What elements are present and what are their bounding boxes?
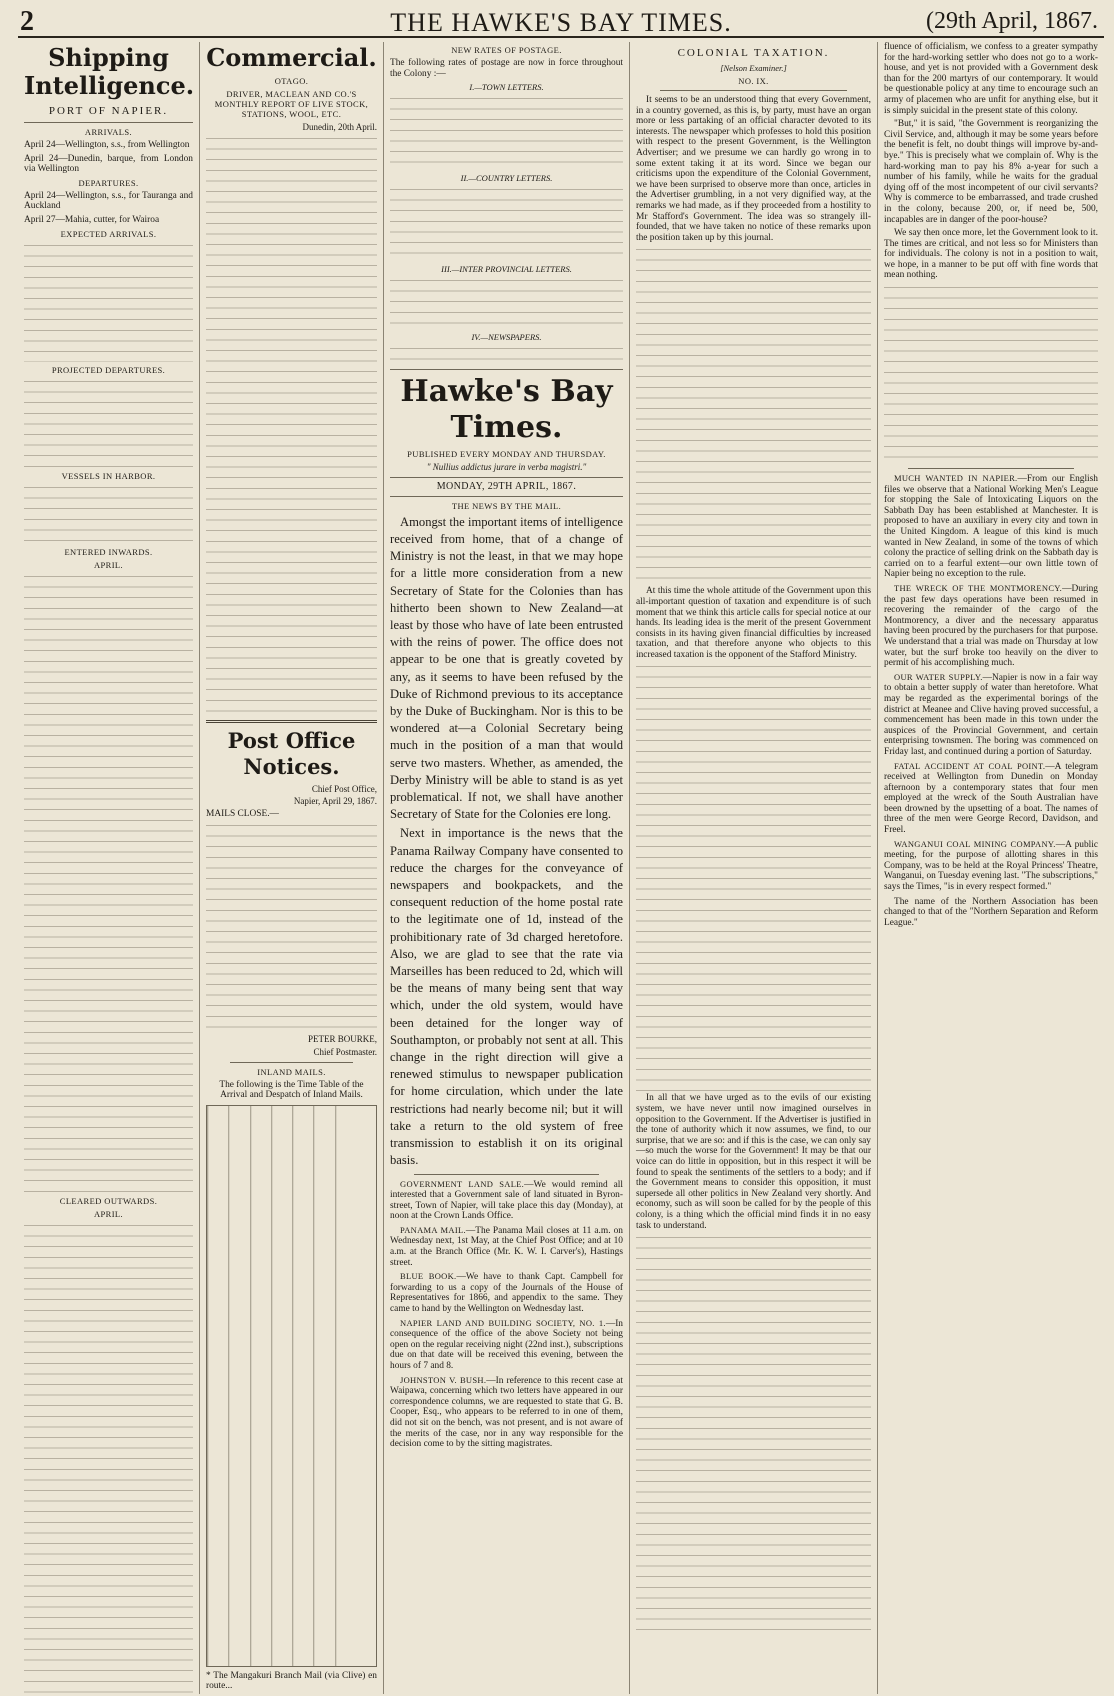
text-block	[24, 484, 193, 544]
vessels-heading: VESSELS IN HARBOR.	[61, 470, 156, 481]
postmaster-title: Chief Postmaster.	[313, 1046, 377, 1057]
newspapers-heading: IV.—NEWSPAPERS.	[471, 332, 542, 343]
news-heading: THE NEWS BY THE MAIL.	[451, 500, 562, 511]
taxation-paragraph: In all that we have urged as to the evils of our existing system, we have never until now imagined ourselves in opposition to the Government. If the Advertiser is justified in the tone of authority which it now assumes, we find, to our surprise, that we are so: and if this is the case, we can only say—so much the worse for the Government! It may be that our voice can do little in opposition, but in this respect it will be found to speak the sentiments of the settlers to a body; and if the Government means to consider this opposition, it must supersede all other politics in New Zealand very shortly. And economy, such as will soon be called for by the people of this colony, is a thing which the official mind finds it in no easy task to understand.	[636, 1093, 871, 1231]
columns	[18, 42, 1104, 1694]
postage-rates-heading: NEW RATES OF POSTAGE.	[451, 45, 562, 55]
text-block	[390, 345, 623, 365]
mails-close-label: MAILS CLOSE.—	[206, 808, 279, 819]
taxation-source: [Nelson Examiner.]	[720, 63, 787, 73]
publication-schedule: PUBLISHED EVERY MONDAY AND THURSDAY.	[407, 449, 606, 460]
taxation-continued: fluence of officialism, we confess to a greater sympathy for the hard-working settler who does not go to a work-house, and yet is not provided with a Government desk than for the 200 martyrs of our contemporary. It would be questionable policy at any time to encourage such an army of placemen who are unfit for anything else, but it is simply suicidal in the present state of this colony.	[884, 42, 1098, 116]
local-news-item: The name of the Northern Association has been changed to that of the "Northern Separation and Reform League."	[884, 896, 1098, 928]
local-news-item: FATAL ACCIDENT AT COAL POINT.—A telegram received at Wellington from Dunedin on Monday afternoon by a contemporary states that four men employed at the wreck of the South Australian have been drowned by the upsetting of a boat. The names of three of the men were George Record, Davidson, and Freel.	[884, 760, 1098, 836]
text-block	[24, 573, 193, 1193]
taxation-paragraph: At this time the whole attitude of the Government upon this all-important question of taxation and expenditure is of such moment that we think this article calls for special notice at our hands. Its leading idea is the merit of the present Government consists in its having given financial difficulties by increased taxation, and that therefore anyone who objects to this increased taxation is the opponent of the Stafford Ministry.	[636, 586, 871, 660]
local-news-item: THE WRECK OF THE MONTMORENCY.—During the past few days operations have been resumed in recovering the remainder of the cargo of the Montmorency, a diver and the necessary apparatus having been procured by the purchasers for that purpose. We understand that a trial was made on Thursday at low water, but the surf broke too heavily on the diver to permit of his accomplishing much.	[884, 583, 1098, 669]
newspaper-title: THE HAWKE'S BAY TIMES.	[390, 8, 732, 37]
interprovincial-heading: III.—INTER PROVINCIAL LETTERS.	[441, 264, 572, 275]
departure-item: April 24—Wellington, s.s., for Tauranga and Auckland	[24, 190, 193, 212]
text-block	[636, 1234, 871, 1634]
departure-item: April 27—Mahia, cutter, for Wairoa	[24, 214, 160, 225]
divider	[390, 496, 623, 497]
postage-rates-intro: The following rates of postage are now in force throughout the Colony :—	[390, 58, 623, 79]
local-news-item: MUCH WANTED IN NAPIER.—From our English files we observe that a National Working Men's League for stopping the Sale of Intoxicating Liquors on the Sabbath Day has been established at Manchester. It is proposed to have an auxiliary in every city and town in the United Kingdom. A league of this kind is much wanted in New Zealand, in some of the towns of which colony the practice of selling drink on the Sabbath day is carried on to a fearful extent—our own little town of Napier being no exception to the rule.	[884, 473, 1098, 580]
text-block	[636, 246, 871, 586]
divider	[24, 122, 193, 123]
report-title: DRIVER, MACLEAN AND CO.'S MONTHLY REPORT OF LIVE STOCK, STATIONS, WOOL, ETC.	[214, 89, 369, 119]
postmaster-signature: PETER BOURKE,	[307, 1034, 377, 1045]
departures-heading: DEPARTURES.	[78, 177, 139, 188]
entered-heading: ENTERED INWARDS.	[64, 546, 153, 557]
place-heading: OTAGO.	[274, 76, 309, 86]
taxation-continued: We say then once more, let the Government look to it. The times are critical, and not less so for Ministers than for individuals. The colony is not in a position to wait, we hope, in a manner to be put off with fine words that mean nothing.	[884, 228, 1098, 281]
taxation-number: NO. IX.	[738, 76, 769, 86]
divider	[390, 369, 623, 370]
entered-month: APRIL.	[93, 559, 124, 570]
taxation-heading: COLONIAL TAXATION.	[677, 47, 830, 59]
local-news-item: OUR WATER SUPPLY.—Napier is now in a fair way to obtain a better supply of water than heretofore. What may be regarded as the experimental borings of the district at Meanee and Clive having proved successful, a commencement has been made in this town under the auspices of the Provincial Government, and certain enterprising townsmen. The boring was commenced on Friday last, and continued during a portion of Saturday.	[884, 671, 1098, 757]
port-heading: PORT OF NAPIER.	[48, 105, 169, 117]
text-block	[206, 822, 377, 1032]
cleared-month: APRIL.	[93, 1208, 124, 1219]
text-block	[24, 1222, 193, 1694]
inland-mails-heading: INLAND MAILS.	[257, 1066, 326, 1077]
post-office-heading: Post Office Notices.	[227, 727, 356, 779]
commercial-heading: Commercial.	[206, 43, 377, 72]
issue-date: (29th April, 1867.	[926, 8, 1098, 34]
divider	[230, 1062, 353, 1063]
taxation-continued: "But," it is said, "the Government is reorganizing the Civil Service, and, although it may be some years before the benefit is felt, no doubt things will improve by-and-bye." This is precisely what we complain of. Why is the hard-working man to pay his 8% a-year for such a number of his family, while he waits for the gradual dying off of the most incompetent of our civil servants? Why is commerce to be embarrassed, and trade crushed in the colony, because 200, or, if need be, 500, incapables are in danger of the poor-house?	[884, 119, 1098, 225]
news-item: PANAMA MAIL.—The Panama Mail closes at 11 a.m. on Wednesday next, 1st May, at the Chief Post Office; and at 10 a.m. at the Branch Office (Mr. K. W. I. Carver's), Hastings street.	[390, 1224, 623, 1268]
column-colonial-taxation	[630, 42, 878, 1694]
divider	[414, 1174, 599, 1175]
news-item: GOVERNMENT LAND SALE.—We would remind all interested that a Government sale of land situated in Byron-street, Town of Napier, will take place this day (Monday), at noon at the Crown Lands Office.	[390, 1178, 624, 1222]
text-block	[24, 378, 193, 468]
column-editorial	[384, 42, 630, 1694]
page-number: 2	[20, 6, 34, 37]
shipping-heading: Shipping Intelligence.	[24, 43, 195, 100]
po-dateline: Chief Post Office,	[311, 783, 377, 794]
column-shipping	[18, 42, 200, 1694]
divider	[908, 468, 1074, 469]
news-item: JOHNSTON V. BUSH.—In reference to this recent case at Waipawa, concerning which two letters have appeared in our correspondence columns, we are requested to state that G. B. Cooper, Esq., who appears to be referred to in one of them, did not sit on the bench, was not present, and is not aware of the merits of the case, nor in any way responsible for the decision come to by the sitting magistrates.	[390, 1374, 623, 1450]
text-block	[636, 663, 871, 1093]
text-block	[206, 135, 377, 715]
divider	[660, 90, 847, 91]
projected-heading: PROJECTED DEPARTURES.	[51, 364, 166, 375]
divider	[206, 720, 377, 723]
po-dateline-2: Napier, April 29, 1867.	[293, 796, 377, 807]
country-letters-heading: II.—COUNTRY LETTERS.	[460, 173, 553, 184]
arrivals-heading: ARRIVALS.	[84, 127, 133, 137]
table-footnote: * The Mangakuri Branch Mail (via Clive) en route...	[206, 1670, 377, 1692]
town-letters-heading: I.—TOWN LETTERS.	[469, 82, 544, 93]
paper-motto: " Nullius addictus jurare in verba magistri."	[426, 462, 587, 473]
lead-article-p1: Amongst the important items of intelligence received from home, that of a change of Ministry is not the least, in that we may hope for a little more consideration from a new Secretary of State for the Colonies than has hitherto been shown to New Zealand—at least by those who have of late been entrusted with the reins of power. The office does not appear to be one that is greatly coveted by any, as it seems to have been refused by the Duke of Richmond previous to its acceptance by the Duke of Buckingham. Nor is this to be wondered at—a Colonial Secretary being much in the position of a man that would serve two masters. Whether, as amended, the Derby Ministry will be able to stand is as yet problematical. If not, we shall have another Secretary of State for the Colonies ere long.	[390, 514, 623, 822]
text-block	[390, 277, 623, 329]
arrival-item: April 24—Dunedin, barque, from London via Wellington	[24, 153, 193, 175]
text-block	[390, 186, 623, 261]
text-block	[884, 284, 1098, 464]
editorial-date: MONDAY, 29TH APRIL, 1867.	[436, 480, 577, 492]
expected-heading: EXPECTED ARRIVALS.	[60, 228, 157, 239]
arrival-item: April 24—Wellington, s.s., from Wellington	[24, 140, 190, 150]
masthead	[18, 6, 1104, 38]
taxation-paragraph: It seems to be an understood thing that every Government, in a country governed, as this is, by party, must have an organ more or less partaking of an official character devoted to its interests. The newspaper which professes to hold this position with respect to the present Government, is the Wellington Advertiser; and we presume we can hardly go wrong in to some extent taking it at its word. Since we began our criticisms upon the expenditure of the Colonial Government, we have been surprised to observe more than once, articles in the Advertiser grumbling, in a not very dignified way, at the remarks we had made, as if they proceeded from a hostility to Mr Stafford's Government. The idea was so strangely ill-founded, that we have taken no notice of these remarks upon the position taken up by this journal.	[636, 95, 871, 243]
news-item: NAPIER LAND AND BUILDING SOCIETY, NO. 1.—In consequence of the office of the above Society not being open on the regular receiving night (22nd inst.), subscriptions due on that date will be received this evening, between the hours of 7 and 8.	[390, 1317, 623, 1371]
text-block	[390, 95, 623, 170]
report-dateline: Dunedin, 20th April.	[302, 122, 377, 132]
local-news-item: WANGANUI COAL MINING COMPANY.—A public meeting, for the purpose of allotting shares in this Company, was to be held at the Royal Princess' Theatre, Wanganui, on Tuesday evening last. "The subscriptions," says the Times, "is in every respect formed."	[884, 838, 1098, 893]
paper-masthead: Hawke's Bay Times.	[400, 374, 613, 446]
column-local-news	[878, 42, 1104, 1694]
divider	[390, 477, 623, 478]
inland-mails-intro: The following is the Time Table of the Arrival and Despatch of Inland Mails.	[219, 1079, 364, 1101]
inland-mails-table	[206, 1105, 377, 1667]
column-commercial	[200, 42, 384, 1694]
text-block	[24, 242, 193, 362]
news-item: BLUE BOOK.—We have to thank Capt. Campbell for forwarding to us a copy of the Journals of the House of Representatives for 1866, and appendix to the same. They came to hand by the Wellington on Wednesday last.	[390, 1271, 623, 1315]
cleared-heading: CLEARED OUTWARDS.	[59, 1195, 158, 1206]
lead-article-p2: Next in importance is the news that the Panama Railway Company have consented to reduce the charges for the conveyance of newspapers and bookpackets, and the consequent reduction of the home postal rate to the legitimate one of 1d, instead of the prohibitionary rate of 3d charged heretofore. Also, we are glad to see that the rate via Marseilles has been reduced to 2d, which will be the means of many being sent that way which, under the old system, would have been detained for the longer way of Southampton, or probably not sent at all. This change in the right direction will give a renewed stimulus to newspaper publication for home circulation, which under the late restrictions had nearly become nil; but it will take a return to the old system of free transmission to establish it on its original basis.	[390, 826, 623, 1168]
